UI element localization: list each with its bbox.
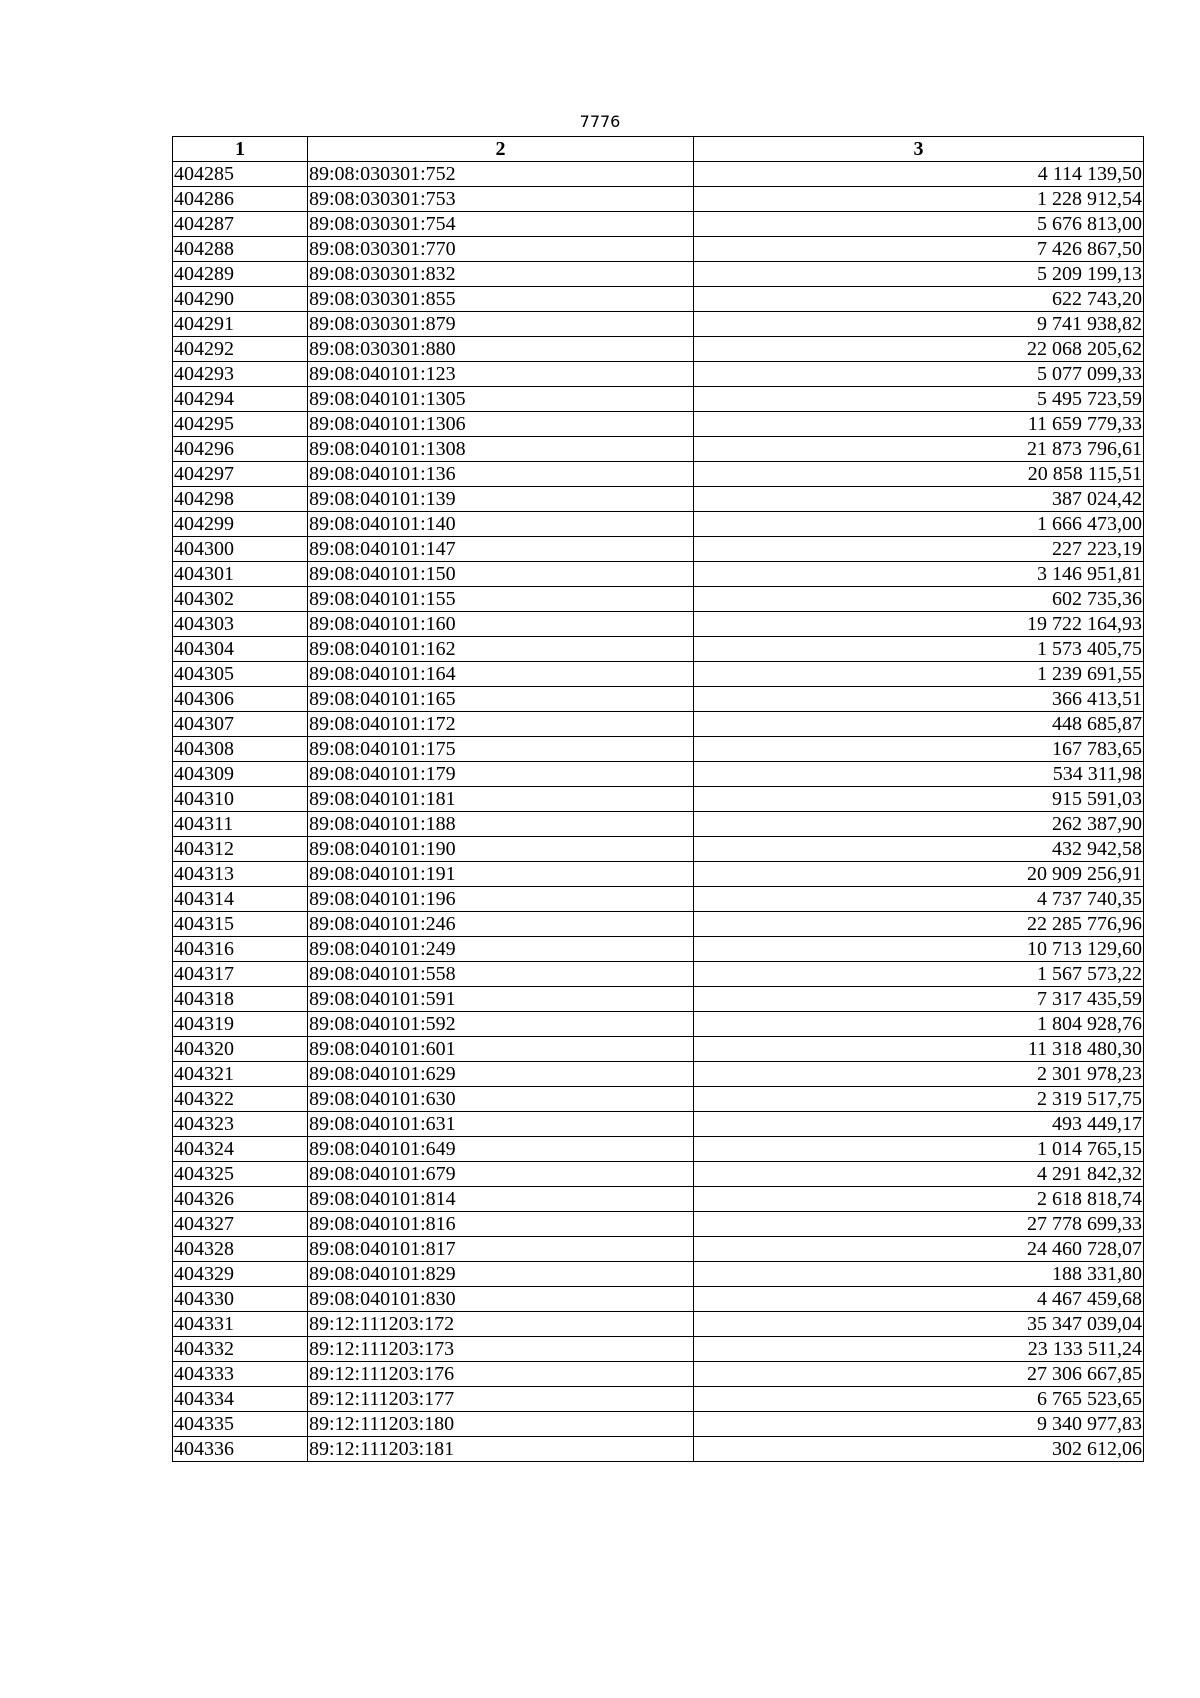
- row-number-cell: 404286: [173, 187, 308, 212]
- row-number-cell: 404310: [173, 787, 308, 812]
- table-row: [173, 662, 1144, 687]
- cadastral-number-cell: 89:08:040101:164: [308, 662, 694, 687]
- value-cell: 4 291 842,32: [694, 1162, 1144, 1187]
- row-number-cell: 404288: [173, 237, 308, 262]
- row-number-cell: 404312: [173, 837, 308, 862]
- cadastral-number-cell: 89:12:111203:172: [308, 1312, 694, 1337]
- value-cell: 167 783,65: [694, 737, 1144, 762]
- cadastral-number-cell: 89:08:040101:139: [308, 487, 694, 512]
- row-number-cell: 404320: [173, 1037, 308, 1062]
- cadastral-number-cell: 89:08:040101:829: [308, 1262, 694, 1287]
- cadastral-number-cell: 89:08:040101:1306: [308, 412, 694, 437]
- cadastral-number-cell: 89:08:040101:830: [308, 1287, 694, 1312]
- cadastral-number-cell: 89:08:040101:175: [308, 737, 694, 762]
- row-number-cell: 404321: [173, 1062, 308, 1087]
- row-number-cell: 404324: [173, 1137, 308, 1162]
- table-row: [173, 487, 1144, 512]
- table-row: [173, 837, 1144, 862]
- data-table: [172, 136, 1144, 1462]
- value-cell: 2 301 978,23: [694, 1062, 1144, 1087]
- value-cell: 366 413,51: [694, 687, 1144, 712]
- value-cell: 22 285 776,96: [694, 912, 1144, 937]
- table-row: [173, 587, 1144, 612]
- table-row: [173, 1087, 1144, 1112]
- cadastral-number-cell: 89:12:111203:173: [308, 1337, 694, 1362]
- table-row: [173, 537, 1144, 562]
- value-cell: 24 460 728,07: [694, 1237, 1144, 1262]
- row-number-cell: 404311: [173, 812, 308, 837]
- row-number-cell: 404326: [173, 1187, 308, 1212]
- row-number-cell: 404296: [173, 437, 308, 462]
- value-cell: 10 713 129,60: [694, 937, 1144, 962]
- row-number-cell: 404292: [173, 337, 308, 362]
- value-cell: 1 014 765,15: [694, 1137, 1144, 1162]
- row-number-cell: 404313: [173, 862, 308, 887]
- table-row: [173, 737, 1144, 762]
- row-number-cell: 404327: [173, 1212, 308, 1237]
- value-cell: 5 209 199,13: [694, 262, 1144, 287]
- row-number-cell: 404289: [173, 262, 308, 287]
- cadastral-number-cell: 89:08:040101:649: [308, 1137, 694, 1162]
- cadastral-number-cell: 89:12:111203:181: [308, 1437, 694, 1462]
- value-cell: 1 228 912,54: [694, 187, 1144, 212]
- value-cell: 387 024,42: [694, 487, 1144, 512]
- cadastral-number-cell: 89:08:040101:679: [308, 1162, 694, 1187]
- table-row: [173, 1062, 1144, 1087]
- value-cell: 1 567 573,22: [694, 962, 1144, 987]
- row-number-cell: 404333: [173, 1362, 308, 1387]
- table-row: [173, 712, 1144, 737]
- row-number-cell: 404285: [173, 162, 308, 187]
- value-cell: 4 737 740,35: [694, 887, 1144, 912]
- table-row: [173, 1112, 1144, 1137]
- row-number-cell: 404319: [173, 1012, 308, 1037]
- cadastral-number-cell: 89:08:040101:816: [308, 1212, 694, 1237]
- row-number-cell: 404332: [173, 1337, 308, 1362]
- table-row: [173, 1387, 1144, 1412]
- value-cell: 302 612,06: [694, 1437, 1144, 1462]
- value-cell: 11 318 480,30: [694, 1037, 1144, 1062]
- cadastral-number-cell: 89:08:030301:879: [308, 312, 694, 337]
- cadastral-number-cell: 89:08:040101:631: [308, 1112, 694, 1137]
- table-row: [173, 237, 1144, 262]
- cadastral-number-cell: 89:08:040101:814: [308, 1187, 694, 1212]
- table-row: [173, 462, 1144, 487]
- cadastral-number-cell: 89:08:030301:855: [308, 287, 694, 312]
- row-number-cell: 404305: [173, 662, 308, 687]
- value-cell: 1 666 473,00: [694, 512, 1144, 537]
- row-number-cell: 404306: [173, 687, 308, 712]
- cadastral-number-cell: 89:08:040101:136: [308, 462, 694, 487]
- row-number-cell: 404308: [173, 737, 308, 762]
- cadastral-number-cell: 89:08:030301:880: [308, 337, 694, 362]
- table-row: [173, 962, 1144, 987]
- row-number-cell: 404290: [173, 287, 308, 312]
- table-row: [173, 1037, 1144, 1062]
- value-cell: 6 765 523,65: [694, 1387, 1144, 1412]
- row-number-cell: 404309: [173, 762, 308, 787]
- cadastral-number-cell: 89:08:040101:817: [308, 1237, 694, 1262]
- value-cell: 4 114 139,50: [694, 162, 1144, 187]
- value-cell: 21 873 796,61: [694, 437, 1144, 462]
- cadastral-number-cell: 89:08:040101:140: [308, 512, 694, 537]
- table-row: [173, 887, 1144, 912]
- row-number-cell: 404294: [173, 387, 308, 412]
- cadastral-number-cell: 89:08:030301:753: [308, 187, 694, 212]
- column-header-2: 2: [308, 137, 694, 162]
- cadastral-number-cell: 89:08:040101:592: [308, 1012, 694, 1037]
- value-cell: 5 676 813,00: [694, 212, 1144, 237]
- value-cell: 622 743,20: [694, 287, 1144, 312]
- cadastral-number-cell: 89:08:040101:150: [308, 562, 694, 587]
- row-number-cell: 404315: [173, 912, 308, 937]
- value-cell: 262 387,90: [694, 812, 1144, 837]
- value-cell: 3 146 951,81: [694, 562, 1144, 587]
- table-row: [173, 337, 1144, 362]
- value-cell: 227 223,19: [694, 537, 1144, 562]
- value-cell: 1 804 928,76: [694, 1012, 1144, 1037]
- table-row: [173, 1412, 1144, 1437]
- table-row: [173, 1287, 1144, 1312]
- value-cell: 1 239 691,55: [694, 662, 1144, 687]
- row-number-cell: 404314: [173, 887, 308, 912]
- column-header-3: 3: [694, 137, 1144, 162]
- value-cell: 7 426 867,50: [694, 237, 1144, 262]
- row-number-cell: 404323: [173, 1112, 308, 1137]
- row-number-cell: 404293: [173, 362, 308, 387]
- cadastral-number-cell: 89:12:111203:177: [308, 1387, 694, 1412]
- row-number-cell: 404297: [173, 462, 308, 487]
- row-number-cell: 404302: [173, 587, 308, 612]
- table-row: [173, 762, 1144, 787]
- value-cell: 35 347 039,04: [694, 1312, 1144, 1337]
- cadastral-number-cell: 89:08:040101:181: [308, 787, 694, 812]
- row-number-cell: 404316: [173, 937, 308, 962]
- table-row: [173, 687, 1144, 712]
- cadastral-number-cell: 89:08:040101:191: [308, 862, 694, 887]
- table-row: [173, 162, 1144, 187]
- table-row: [173, 287, 1144, 312]
- table-row: [173, 787, 1144, 812]
- value-cell: 448 685,87: [694, 712, 1144, 737]
- table-row: [173, 1262, 1144, 1287]
- table-row: [173, 1337, 1144, 1362]
- cadastral-number-cell: 89:08:040101:629: [308, 1062, 694, 1087]
- row-number-cell: 404322: [173, 1087, 308, 1112]
- value-cell: 9 340 977,83: [694, 1412, 1144, 1437]
- value-cell: 2 319 517,75: [694, 1087, 1144, 1112]
- table-row: [173, 1012, 1144, 1037]
- table-row: [173, 512, 1144, 537]
- table-row: [173, 562, 1144, 587]
- table-row: [173, 387, 1144, 412]
- value-cell: 22 068 205,62: [694, 337, 1144, 362]
- row-number-cell: 404318: [173, 987, 308, 1012]
- table-row: [173, 212, 1144, 237]
- cadastral-number-cell: 89:08:040101:1308: [308, 437, 694, 462]
- cadastral-number-cell: 89:08:040101:172: [308, 712, 694, 737]
- cadastral-number-cell: 89:08:040101:630: [308, 1087, 694, 1112]
- table-row: [173, 987, 1144, 1012]
- row-number-cell: 404317: [173, 962, 308, 987]
- cadastral-number-cell: 89:08:040101:147: [308, 537, 694, 562]
- value-cell: 9 741 938,82: [694, 312, 1144, 337]
- row-number-cell: 404304: [173, 637, 308, 662]
- row-number-cell: 404295: [173, 412, 308, 437]
- header-row: [173, 137, 1144, 162]
- cadastral-number-cell: 89:08:040101:188: [308, 812, 694, 837]
- table-row: [173, 362, 1144, 387]
- value-cell: 493 449,17: [694, 1112, 1144, 1137]
- value-cell: 5 077 099,33: [694, 362, 1144, 387]
- table-row: [173, 612, 1144, 637]
- cadastral-number-cell: 89:08:030301:754: [308, 212, 694, 237]
- row-number-cell: 404303: [173, 612, 308, 637]
- table-row: [173, 1437, 1144, 1462]
- cadastral-number-cell: 89:08:040101:123: [308, 362, 694, 387]
- value-cell: 5 495 723,59: [694, 387, 1144, 412]
- table-row: [173, 412, 1144, 437]
- value-cell: 2 618 818,74: [694, 1187, 1144, 1212]
- table-row: [173, 312, 1144, 337]
- cadastral-number-cell: 89:08:040101:155: [308, 587, 694, 612]
- cadastral-number-cell: 89:08:030301:832: [308, 262, 694, 287]
- table-row: [173, 1187, 1144, 1212]
- table-row: [173, 262, 1144, 287]
- table-row: [173, 187, 1144, 212]
- value-cell: 602 735,36: [694, 587, 1144, 612]
- cadastral-number-cell: 89:12:111203:180: [308, 1412, 694, 1437]
- cadastral-number-cell: 89:08:040101:249: [308, 937, 694, 962]
- value-cell: 7 317 435,59: [694, 987, 1144, 1012]
- table-body: [173, 162, 1144, 1462]
- cadastral-number-cell: 89:08:040101:179: [308, 762, 694, 787]
- cadastral-number-cell: 89:08:040101:558: [308, 962, 694, 987]
- table-row: [173, 1312, 1144, 1337]
- row-number-cell: 404301: [173, 562, 308, 587]
- row-number-cell: 404328: [173, 1237, 308, 1262]
- table-row: [173, 1162, 1144, 1187]
- table-row: [173, 912, 1144, 937]
- row-number-cell: 404300: [173, 537, 308, 562]
- cadastral-number-cell: 89:08:040101:160: [308, 612, 694, 637]
- cadastral-number-cell: 89:08:040101:190: [308, 837, 694, 862]
- table-row: [173, 637, 1144, 662]
- table-row: [173, 1237, 1144, 1262]
- table-row: [173, 1212, 1144, 1237]
- page-number: 7776: [579, 112, 621, 131]
- column-header-1: 1: [173, 137, 308, 162]
- row-number-cell: 404329: [173, 1262, 308, 1287]
- table-row: [173, 937, 1144, 962]
- cadastral-number-cell: 89:12:111203:176: [308, 1362, 694, 1387]
- cadastral-number-cell: 89:08:040101:601: [308, 1037, 694, 1062]
- table-row: [173, 812, 1144, 837]
- cadastral-number-cell: 89:08:040101:591: [308, 987, 694, 1012]
- cadastral-number-cell: 89:08:040101:1305: [308, 387, 694, 412]
- row-number-cell: 404336: [173, 1437, 308, 1462]
- value-cell: 23 133 511,24: [694, 1337, 1144, 1362]
- value-cell: 27 778 699,33: [694, 1212, 1144, 1237]
- row-number-cell: 404299: [173, 512, 308, 537]
- table-row: [173, 862, 1144, 887]
- value-cell: 19 722 164,93: [694, 612, 1144, 637]
- value-cell: 4 467 459,68: [694, 1287, 1144, 1312]
- cadastral-number-cell: 89:08:040101:246: [308, 912, 694, 937]
- cadastral-number-cell: 89:08:030301:752: [308, 162, 694, 187]
- cadastral-number-cell: 89:08:040101:196: [308, 887, 694, 912]
- table-row: [173, 1137, 1144, 1162]
- row-number-cell: 404307: [173, 712, 308, 737]
- row-number-cell: 404298: [173, 487, 308, 512]
- value-cell: 20 909 256,91: [694, 862, 1144, 887]
- row-number-cell: 404334: [173, 1387, 308, 1412]
- cadastral-number-cell: 89:08:030301:770: [308, 237, 694, 262]
- value-cell: 20 858 115,51: [694, 462, 1144, 487]
- cadastral-number-cell: 89:08:040101:162: [308, 637, 694, 662]
- value-cell: 915 591,03: [694, 787, 1144, 812]
- row-number-cell: 404335: [173, 1412, 308, 1437]
- value-cell: 11 659 779,33: [694, 412, 1144, 437]
- table-row: [173, 1362, 1144, 1387]
- row-number-cell: 404291: [173, 312, 308, 337]
- value-cell: 27 306 667,85: [694, 1362, 1144, 1387]
- row-number-cell: 404287: [173, 212, 308, 237]
- row-number-cell: 404331: [173, 1312, 308, 1337]
- cadastral-number-cell: 89:08:040101:165: [308, 687, 694, 712]
- value-cell: 534 311,98: [694, 762, 1144, 787]
- table-row: [173, 437, 1144, 462]
- value-cell: 432 942,58: [694, 837, 1144, 862]
- value-cell: 188 331,80: [694, 1262, 1144, 1287]
- row-number-cell: 404325: [173, 1162, 308, 1187]
- value-cell: 1 573 405,75: [694, 637, 1144, 662]
- row-number-cell: 404330: [173, 1287, 308, 1312]
